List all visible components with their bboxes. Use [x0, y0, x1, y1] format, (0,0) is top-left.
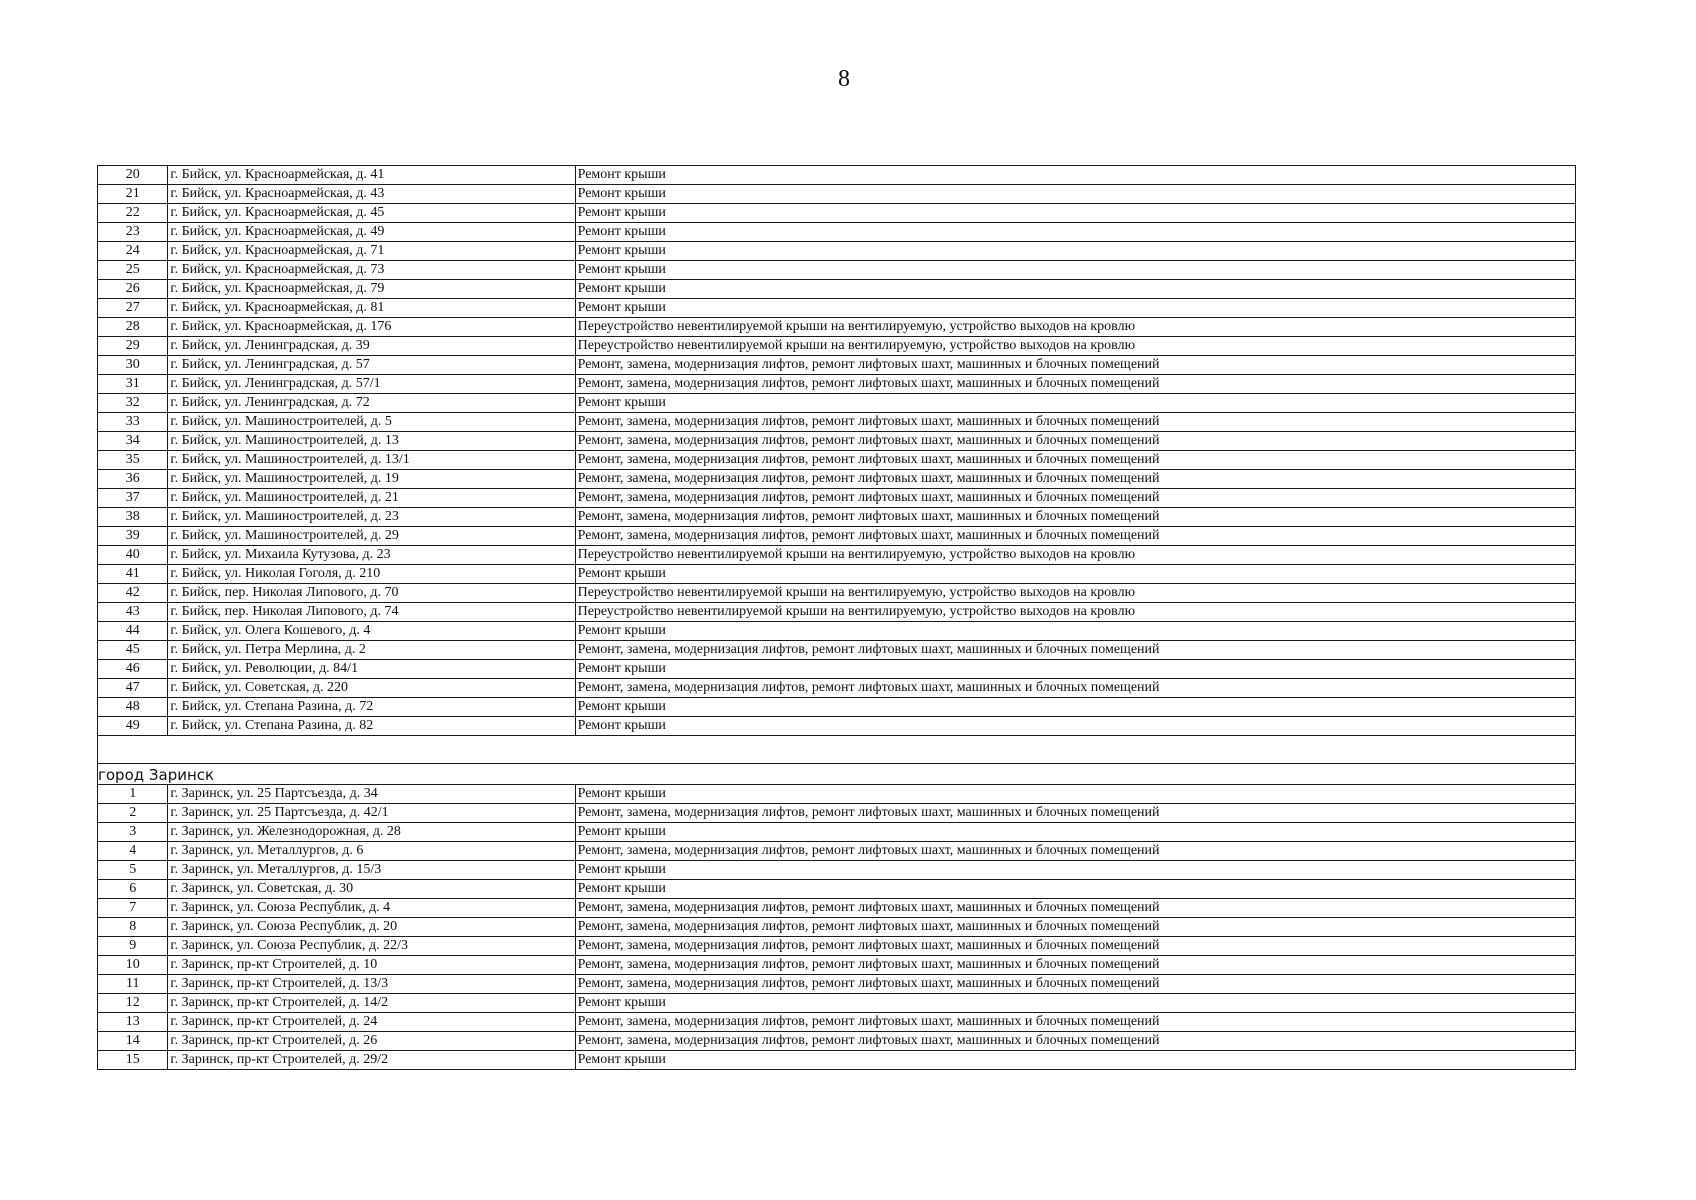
row-work-type: Ремонт крыши: [575, 994, 1575, 1013]
row-address: г. Бийск, ул. Красноармейская, д. 45: [168, 204, 575, 223]
row-number: 8: [98, 918, 168, 937]
spacer-row: [98, 736, 1576, 764]
table-row: [98, 937, 1576, 956]
table-row: [98, 204, 1576, 223]
row-address: г. Заринск, ул. Союза Республик, д. 20: [168, 918, 575, 937]
row-address: г. Заринск, пр-кт Строителей, д. 29/2: [168, 1051, 575, 1070]
row-number: 45: [98, 641, 168, 660]
biysk-rows: [98, 166, 1576, 736]
table-row: [98, 337, 1576, 356]
row-address: г. Бийск, ул. Ленинградская, д. 57: [168, 356, 575, 375]
table-row: [98, 1013, 1576, 1032]
row-address: г. Бийск, ул. Машиностроителей, д. 21: [168, 489, 575, 508]
row-number: 43: [98, 603, 168, 622]
row-number: 3: [98, 823, 168, 842]
row-address: г. Бийск, ул. Ленинградская, д. 72: [168, 394, 575, 413]
row-number: 34: [98, 432, 168, 451]
row-work-type: Ремонт крыши: [575, 185, 1575, 204]
row-address: г. Заринск, пр-кт Строителей, д. 26: [168, 1032, 575, 1051]
row-work-type: Переустройство невентилируемой крыши на вентилируемую, устройство выходов на кровлю: [575, 546, 1575, 565]
row-work-type: Переустройство невентилируемой крыши на вентилируемую, устройство выходов на кровлю: [575, 337, 1575, 356]
table-row: [98, 880, 1576, 899]
row-address: г. Бийск, пер. Николая Липового, д. 74: [168, 603, 575, 622]
row-number: 10: [98, 956, 168, 975]
table-row: [98, 413, 1576, 432]
page-number: 8: [838, 66, 850, 92]
row-address: г. Бийск, ул. Машиностроителей, д. 5: [168, 413, 575, 432]
table-row: [98, 356, 1576, 375]
row-address: г. Заринск, ул. 25 Партсъезда, д. 34: [168, 785, 575, 804]
row-work-type: Ремонт, замена, модернизация лифтов, ремонт лифтовых шахт, машинных и блочных помещений: [575, 937, 1575, 956]
row-address: г. Бийск, ул. Машиностроителей, д. 19: [168, 470, 575, 489]
row-number: 7: [98, 899, 168, 918]
repair-program-table: [97, 165, 1576, 1070]
table-row: [98, 785, 1576, 804]
row-number: 35: [98, 451, 168, 470]
row-number: 24: [98, 242, 168, 261]
table-row: [98, 185, 1576, 204]
table-row: [98, 918, 1576, 937]
row-work-type: Ремонт, замена, модернизация лифтов, ремонт лифтовых шахт, машинных и блочных помещений: [575, 470, 1575, 489]
row-address: г. Заринск, ул. Советская, д. 30: [168, 880, 575, 899]
row-work-type: Ремонт крыши: [575, 223, 1575, 242]
row-number: 6: [98, 880, 168, 899]
table-row: [98, 823, 1576, 842]
row-number: 44: [98, 622, 168, 641]
row-address: г. Бийск, ул. Красноармейская, д. 79: [168, 280, 575, 299]
row-number: 20: [98, 166, 168, 185]
row-address: г. Заринск, пр-кт Строителей, д. 24: [168, 1013, 575, 1032]
table-row: [98, 603, 1576, 622]
row-address: г. Заринск, пр-кт Строителей, д. 10: [168, 956, 575, 975]
row-work-type: Ремонт крыши: [575, 785, 1575, 804]
row-number: 48: [98, 698, 168, 717]
row-address: г. Бийск, ул. Красноармейская, д. 43: [168, 185, 575, 204]
row-work-type: Ремонт, замена, модернизация лифтов, ремонт лифтовых шахт, машинных и блочных помещений: [575, 527, 1575, 546]
row-address: г. Бийск, ул. Красноармейская, д. 41: [168, 166, 575, 185]
table-row: [98, 375, 1576, 394]
row-address: г. Бийск, ул. Машиностроителей, д. 13/1: [168, 451, 575, 470]
table-row: [98, 679, 1576, 698]
row-number: 23: [98, 223, 168, 242]
table-row: [98, 223, 1576, 242]
row-work-type: Ремонт крыши: [575, 660, 1575, 679]
row-work-type: Ремонт крыши: [575, 394, 1575, 413]
row-work-type: Ремонт крыши: [575, 299, 1575, 318]
row-number: 15: [98, 1051, 168, 1070]
table-row: [98, 261, 1576, 280]
row-work-type: Ремонт крыши: [575, 280, 1575, 299]
row-address: г. Бийск, ул. Красноармейская, д. 71: [168, 242, 575, 261]
row-number: 21: [98, 185, 168, 204]
row-work-type: Ремонт крыши: [575, 261, 1575, 280]
zarinsk-rows: [98, 785, 1576, 1070]
row-address: г. Заринск, ул. Металлургов, д. 6: [168, 842, 575, 861]
row-work-type: Ремонт крыши: [575, 861, 1575, 880]
row-address: г. Бийск, ул. Красноармейская, д. 49: [168, 223, 575, 242]
table-row: [98, 994, 1576, 1013]
row-number: 13: [98, 1013, 168, 1032]
row-number: 4: [98, 842, 168, 861]
row-address: г. Бийск, ул. Машиностроителей, д. 23: [168, 508, 575, 527]
section-title-zarinsk: город Заринск: [98, 764, 1576, 785]
row-work-type: Ремонт, замена, модернизация лифтов, ремонт лифтовых шахт, машинных и блочных помещений: [575, 1013, 1575, 1032]
table-row: [98, 470, 1576, 489]
table-row: [98, 975, 1576, 994]
row-address: г. Заринск, пр-кт Строителей, д. 13/3: [168, 975, 575, 994]
row-work-type: Ремонт крыши: [575, 717, 1575, 736]
row-number: 36: [98, 470, 168, 489]
row-address: г. Бийск, ул. Михаила Кутузова, д. 23: [168, 546, 575, 565]
row-number: 5: [98, 861, 168, 880]
row-address: г. Заринск, ул. Союза Республик, д. 4: [168, 899, 575, 918]
section-header-row: [98, 764, 1576, 785]
row-address: г. Бийск, ул. Николая Гоголя, д. 210: [168, 565, 575, 584]
row-work-type: Ремонт, замена, модернизация лифтов, ремонт лифтовых шахт, машинных и блочных помещений: [575, 956, 1575, 975]
row-address: г. Заринск, ул. Союза Республик, д. 22/3: [168, 937, 575, 956]
row-work-type: Ремонт крыши: [575, 166, 1575, 185]
row-address: г. Заринск, ул. Железнодорожная, д. 28: [168, 823, 575, 842]
row-work-type: Ремонт, замена, модернизация лифтов, ремонт лифтовых шахт, машинных и блочных помещений: [575, 508, 1575, 527]
row-number: 41: [98, 565, 168, 584]
row-number: 11: [98, 975, 168, 994]
row-work-type: Ремонт, замена, модернизация лифтов, ремонт лифтовых шахт, машинных и блочных помещений: [575, 842, 1575, 861]
row-work-type: Ремонт, замена, модернизация лифтов, ремонт лифтовых шахт, машинных и блочных помещений: [575, 1032, 1575, 1051]
row-number: 29: [98, 337, 168, 356]
table-row: [98, 641, 1576, 660]
row-work-type: Ремонт, замена, модернизация лифтов, ремонт лифтовых шахт, машинных и блочных помещений: [575, 804, 1575, 823]
row-number: 2: [98, 804, 168, 823]
table-row: [98, 1051, 1576, 1070]
row-work-type: Ремонт, замена, модернизация лифтов, ремонт лифтовых шахт, машинных и блочных помещений: [575, 413, 1575, 432]
row-address: г. Заринск, пр-кт Строителей, д. 14/2: [168, 994, 575, 1013]
row-number: 27: [98, 299, 168, 318]
table-row: [98, 527, 1576, 546]
table-row: [98, 698, 1576, 717]
row-work-type: Ремонт, замена, модернизация лифтов, ремонт лифтовых шахт, машинных и блочных помещений: [575, 432, 1575, 451]
row-address: г. Бийск, ул. Ленинградская, д. 39: [168, 337, 575, 356]
row-number: 32: [98, 394, 168, 413]
row-work-type: Ремонт, замена, модернизация лифтов, ремонт лифтовых шахт, машинных и блочных помещений: [575, 641, 1575, 660]
table-row: [98, 956, 1576, 975]
table-row: [98, 432, 1576, 451]
table-row: [98, 899, 1576, 918]
row-number: 14: [98, 1032, 168, 1051]
table-row: [98, 565, 1576, 584]
table-row: [98, 546, 1576, 565]
row-address: г. Бийск, ул. Красноармейская, д. 81: [168, 299, 575, 318]
row-address: г. Бийск, ул. Машиностроителей, д. 29: [168, 527, 575, 546]
table-row: [98, 584, 1576, 603]
row-address: г. Бийск, ул. Петра Мерлина, д. 2: [168, 641, 575, 660]
table-row: [98, 861, 1576, 880]
row-address: г. Бийск, ул. Степана Разина, д. 82: [168, 717, 575, 736]
row-number: 39: [98, 527, 168, 546]
row-address: г. Бийск, пер. Николая Липового, д. 70: [168, 584, 575, 603]
row-work-type: Ремонт крыши: [575, 622, 1575, 641]
row-number: 12: [98, 994, 168, 1013]
row-number: 28: [98, 318, 168, 337]
row-work-type: Ремонт, замена, модернизация лифтов, ремонт лифтовых шахт, машинных и блочных помещений: [575, 451, 1575, 470]
row-work-type: Переустройство невентилируемой крыши на вентилируемую, устройство выходов на кровлю: [575, 584, 1575, 603]
table-row: [98, 804, 1576, 823]
row-address: г. Бийск, ул. Революции, д. 84/1: [168, 660, 575, 679]
row-address: г. Бийск, ул. Машиностроителей, д. 13: [168, 432, 575, 451]
row-work-type: Ремонт крыши: [575, 880, 1575, 899]
row-number: 46: [98, 660, 168, 679]
section-gap: [98, 736, 1576, 785]
row-address: г. Бийск, ул. Ленинградская, д. 57/1: [168, 375, 575, 394]
row-number: 30: [98, 356, 168, 375]
row-number: 33: [98, 413, 168, 432]
row-number: 25: [98, 261, 168, 280]
table-row: [98, 508, 1576, 527]
row-work-type: Переустройство невентилируемой крыши на вентилируемую, устройство выходов на кровлю: [575, 603, 1575, 622]
row-work-type: Ремонт крыши: [575, 823, 1575, 842]
row-number: 37: [98, 489, 168, 508]
row-number: 9: [98, 937, 168, 956]
table-row: [98, 842, 1576, 861]
row-work-type: Ремонт, замена, модернизация лифтов, ремонт лифтовых шахт, машинных и блочных помещений: [575, 356, 1575, 375]
row-address: г. Заринск, ул. 25 Партсъезда, д. 42/1: [168, 804, 575, 823]
row-number: 42: [98, 584, 168, 603]
row-work-type: Ремонт, замена, модернизация лифтов, ремонт лифтовых шахт, машинных и блочных помещений: [575, 489, 1575, 508]
row-work-type: Ремонт, замена, модернизация лифтов, ремонт лифтовых шахт, машинных и блочных помещений: [575, 679, 1575, 698]
table-row: [98, 489, 1576, 508]
table-row: [98, 1032, 1576, 1051]
table-row: [98, 717, 1576, 736]
row-work-type: Ремонт крыши: [575, 698, 1575, 717]
table-row: [98, 280, 1576, 299]
row-work-type: Ремонт, замена, модернизация лифтов, ремонт лифтовых шахт, машинных и блочных помещений: [575, 899, 1575, 918]
row-address: г. Бийск, ул. Степана Разина, д. 72: [168, 698, 575, 717]
table-row: [98, 622, 1576, 641]
row-work-type: Ремонт крыши: [575, 565, 1575, 584]
row-number: 31: [98, 375, 168, 394]
row-address: г. Бийск, ул. Советская, д. 220: [168, 679, 575, 698]
row-work-type: Ремонт крыши: [575, 204, 1575, 223]
row-work-type: Ремонт, замена, модернизация лифтов, ремонт лифтовых шахт, машинных и блочных помещений: [575, 918, 1575, 937]
row-number: 40: [98, 546, 168, 565]
row-number: 1: [98, 785, 168, 804]
row-number: 22: [98, 204, 168, 223]
row-number: 49: [98, 717, 168, 736]
table-row: [98, 166, 1576, 185]
row-address: г. Заринск, ул. Металлургов, д. 15/3: [168, 861, 575, 880]
row-work-type: Ремонт, замена, модернизация лифтов, ремонт лифтовых шахт, машинных и блочных помещений: [575, 375, 1575, 394]
table-row: [98, 660, 1576, 679]
table-row: [98, 299, 1576, 318]
row-address: г. Бийск, ул. Красноармейская, д. 176: [168, 318, 575, 337]
row-number: 47: [98, 679, 168, 698]
table-row: [98, 242, 1576, 261]
row-work-type: Ремонт, замена, модернизация лифтов, ремонт лифтовых шахт, машинных и блочных помещений: [575, 975, 1575, 994]
row-work-type: Ремонт крыши: [575, 1051, 1575, 1070]
row-work-type: Переустройство невентилируемой крыши на вентилируемую, устройство выходов на кровлю: [575, 318, 1575, 337]
table-row: [98, 394, 1576, 413]
table-row: [98, 318, 1576, 337]
row-address: г. Бийск, ул. Красноармейская, д. 73: [168, 261, 575, 280]
table-row: [98, 451, 1576, 470]
row-number: 38: [98, 508, 168, 527]
row-work-type: Ремонт крыши: [575, 242, 1575, 261]
row-number: 26: [98, 280, 168, 299]
row-address: г. Бийск, ул. Олега Кошевого, д. 4: [168, 622, 575, 641]
